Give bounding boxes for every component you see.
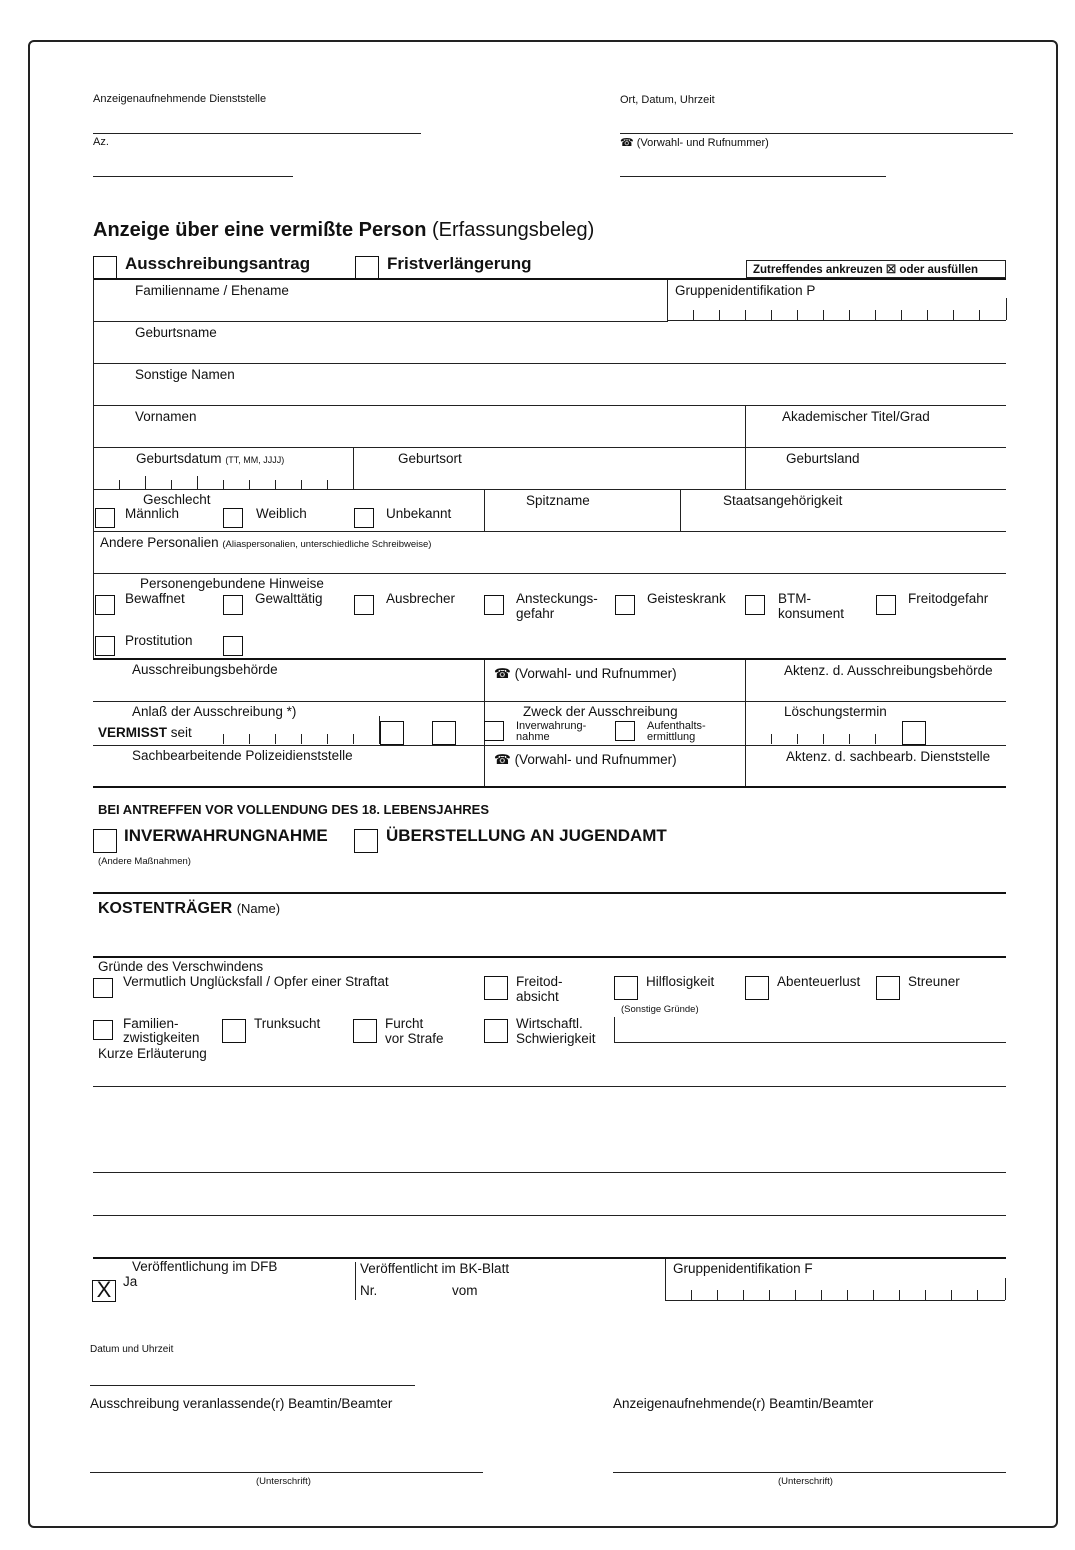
dienststelle-line [93, 133, 421, 134]
furcht-checkbox[interactable] [353, 1019, 377, 1043]
ja-checkbox-checked[interactable]: X [92, 1280, 116, 1302]
ja-label: Ja [123, 1274, 138, 1289]
jugendamt-label: ÜBERSTELLUNG AN JUGENDAMT [386, 826, 667, 845]
prostitution-label: Prostitution [125, 633, 193, 648]
unbekannt-checkbox[interactable] [354, 508, 374, 528]
bewaffnet-label: Bewaffnet [125, 591, 185, 606]
vermisst-row [98, 725, 192, 740]
left-border [93, 278, 94, 658]
andere-line [93, 573, 1006, 574]
geburtsdatum-format: (TT, MM, JJJJ) [225, 455, 285, 465]
geburtsdatum-line [93, 489, 1006, 490]
gruppen-f-baseline [665, 1300, 1005, 1301]
ort-line [620, 133, 1013, 134]
gruende-top-rule [93, 956, 1006, 958]
inverwahrung-label2: nahme [516, 731, 550, 743]
ausschreibung-label: Ausschreibungsantrag [125, 254, 311, 273]
trunksucht-label: Trunksucht [254, 1016, 321, 1031]
gruppen-p-baseline [667, 320, 1006, 321]
inverwahrung-checkbox[interactable] [484, 721, 504, 741]
geschlecht-line [93, 531, 1006, 532]
erlaeuterung-line-2 [93, 1172, 1006, 1173]
kosten-label: KOSTENTRÄGER [98, 900, 233, 917]
sonstige-line [93, 405, 1006, 406]
vermisst-label: VERMISST [98, 725, 168, 740]
beamter1-label: Ausschreibung veranlassende(r) Beamtin/Beamter [90, 1396, 393, 1411]
wirtschaft-label2: Schwierigkeit [516, 1031, 596, 1046]
ausbrecher-checkbox[interactable] [354, 595, 374, 615]
unterschrift1-label: (Unterschrift) [256, 1476, 311, 1487]
andere-note: (Aliaspersonalien, unterschiedliche Schreibweise) [222, 539, 432, 550]
frist-label: Fristverlängerung [387, 254, 532, 273]
gewalttaetig-checkbox[interactable] [223, 595, 243, 615]
weiblich-label: Weiblich [256, 506, 307, 521]
gruppen-p-end [1006, 298, 1007, 320]
andere-personalien-label [100, 535, 431, 550]
titel-label: Akademischer Titel/Grad [782, 409, 930, 424]
anlass-line [93, 745, 1006, 746]
datum-uhrzeit-label: Datum und Uhrzeit [90, 1344, 174, 1355]
kosten-note: (Name) [236, 901, 281, 916]
furcht-label2: vor Strafe [385, 1031, 444, 1046]
loeschung-box[interactable] [902, 721, 926, 745]
ausschreibungsbehoerde-label: Ausschreibungsbehörde [132, 662, 278, 677]
publication-divider-2 [665, 1259, 666, 1300]
furcht-label: Furcht [385, 1016, 424, 1031]
andere-massnahmen-label: (Andere Maßnahmen) [98, 856, 191, 867]
erlaeuterung-line-3 [93, 1215, 1006, 1216]
hint-box: Zutreffendes ankreuzen ☒ oder ausfüllen [746, 260, 1006, 278]
gruende-label: Gründe des Verschwindens [98, 959, 264, 974]
az-label: Az. [93, 136, 109, 148]
signature-line-1 [90, 1472, 483, 1473]
publication-divider-1 [355, 1262, 356, 1300]
kosten-label-row [98, 900, 280, 918]
dienststelle-label: Anzeigenaufnehmende Dienststelle [93, 93, 267, 105]
inverwahrungnahme-checkbox[interactable] [93, 829, 117, 853]
btm-checkbox[interactable] [745, 595, 765, 615]
sachbearb-phone-label: ☎ (Vorwahl- und Rufnummer) [494, 752, 677, 767]
erlaeuterung-line-1 [93, 1086, 1006, 1087]
unterschrift2-label: (Unterschrift) [778, 1476, 833, 1487]
sonstige-namen-label: Sonstige Namen [135, 367, 235, 382]
familienname-label: Familienname / Ehename [135, 283, 289, 298]
kurze-erlaeuterung-label: Kurze Erläuterung [98, 1046, 207, 1061]
geburtsort-label: Geburtsort [398, 451, 462, 466]
behoerde-phone-label: ☎ (Vorwahl- und Rufnummer) [494, 666, 677, 681]
phone-line [620, 176, 886, 177]
hilflos-label: Hilflosigkeit [646, 974, 715, 989]
aufenthalt-checkbox[interactable] [615, 721, 635, 741]
familie-label: Familien- [123, 1016, 179, 1031]
wirtschaft-checkbox[interactable] [484, 1019, 508, 1043]
geburtsname-label: Geburtsname [135, 325, 217, 340]
vornamen-label: Vornamen [135, 409, 197, 424]
weiblich-checkbox[interactable] [223, 508, 243, 528]
spitzname-divider [680, 489, 681, 531]
ausschreibung-checkbox[interactable] [93, 256, 117, 280]
ansteckung-label: Ansteckungs- [516, 591, 598, 606]
streuner-checkbox[interactable] [876, 976, 900, 1000]
kosten-top-rule [93, 892, 1006, 894]
prostitution-checkbox[interactable] [95, 636, 115, 656]
hinweis-empty-checkbox[interactable] [223, 636, 243, 656]
familienname-line [93, 321, 667, 322]
sachbearb-label: Sachbearbeitende Polizeidienststelle [132, 748, 353, 763]
title-sub: (Erfassungsbeleg) [432, 219, 595, 241]
dfb-label: Veröffentlichung im DFB [132, 1259, 278, 1274]
vom-label: vom [452, 1283, 478, 1298]
geschlecht-divider [484, 489, 485, 531]
antreffen-top-rule [93, 786, 1006, 788]
aufenthalt-label: Aufenthalts- [647, 720, 706, 732]
geschlecht-label: Geschlecht [143, 492, 211, 507]
form-title [93, 219, 594, 242]
nr-label: Nr. [360, 1283, 378, 1298]
beamter2-label: Anzeigenaufnehmende(r) Beamtin/Beamter [613, 1396, 874, 1411]
familie-checkbox[interactable] [93, 1020, 113, 1040]
behoerde-top-rule [93, 658, 1006, 660]
ausbrecher-label: Ausbrecher [386, 591, 456, 606]
anlass-box-1[interactable] [380, 721, 404, 745]
frist-checkbox[interactable] [355, 256, 379, 280]
ansteckung-label2: gefahr [516, 606, 555, 621]
aktenz2-label: Aktenz. d. sachbearb. Dienststelle [786, 749, 991, 764]
abenteuer-label: Abenteuerlust [777, 974, 861, 989]
datum-line [90, 1385, 415, 1386]
vornamen-line [93, 447, 1006, 448]
geisteskrank-label: Geisteskrank [647, 591, 726, 606]
btm-label2: konsument [778, 606, 845, 621]
ort-datum-label: Ort, Datum, Uhrzeit [620, 94, 715, 106]
zweck-label: Zweck der Ausschreibung [523, 704, 678, 719]
sonstige-divider [614, 1017, 615, 1043]
gruppen-p-divider [667, 280, 668, 322]
bewaffnet-checkbox[interactable] [95, 595, 115, 615]
streuner-label: Streuner [908, 974, 960, 989]
antreffen-heading: BEI ANTREFFEN VOR VOLLENDUNG DES 18. LEBENSJAHRES [98, 802, 490, 817]
ansteckung-checkbox[interactable] [484, 595, 504, 615]
behoerde-line [93, 701, 1006, 702]
hinweise-label: Personengebundene Hinweise [140, 576, 324, 591]
geburtsdatum-label [136, 451, 284, 466]
freitod-checkbox[interactable] [484, 976, 508, 1000]
sonstige-line [614, 1042, 1006, 1043]
geburtsdatum-divider [353, 447, 354, 490]
anlass-box-2[interactable] [432, 721, 456, 745]
spitzname-label: Spitzname [526, 493, 590, 508]
bk-label: Veröffentlicht im BK-Blatt [360, 1261, 510, 1276]
anlass-label: Anlaß der Ausschreibung *) [132, 704, 297, 719]
hilflos-checkbox[interactable] [614, 976, 638, 1000]
inverwahrungnahme-label: INVERWAHRUNGNAHME [124, 826, 328, 845]
loeschung-label: Löschungstermin [784, 704, 887, 719]
gruppen-f-end [1005, 1278, 1006, 1300]
freitodgefahr-checkbox[interactable] [876, 595, 896, 615]
freitod-label: Freitod- [516, 974, 563, 989]
wirtschaft-label: Wirtschaftl. [516, 1016, 583, 1031]
trunksucht-checkbox[interactable] [222, 1019, 246, 1043]
gruppen-p-label: Gruppenidentifikation P [675, 283, 816, 298]
familie-label2: zwistigkeiten [123, 1030, 200, 1045]
geburtsname-line [93, 363, 1006, 364]
title-main: Anzeige über eine vermißte Person [93, 219, 427, 241]
aufenthalt-label2: ermittlung [647, 731, 696, 743]
inverwahrung-label: Inverwahrung- [516, 720, 587, 732]
freitodgefahr-label: Freitodgefahr [908, 591, 989, 606]
gewalttaetig-label: Gewalttätig [255, 591, 323, 606]
gruppen-f-label: Gruppenidentifikation F [673, 1261, 813, 1276]
btm-label: BTM- [778, 591, 811, 606]
unbekannt-label: Unbekannt [386, 506, 452, 521]
unglueck-label: Vermutlich Unglücksfall / Opfer einer Straftat [123, 974, 389, 989]
signature-line-2 [613, 1472, 1006, 1473]
seit-label: seit [170, 725, 192, 740]
staat-label: Staatsangehörigkeit [723, 493, 843, 508]
az-line [93, 176, 293, 177]
geisteskrank-checkbox[interactable] [615, 595, 635, 615]
maennlich-label: Männlich [125, 506, 180, 521]
andere-text: Andere Personalien [100, 535, 219, 550]
jugendamt-checkbox[interactable] [354, 829, 378, 853]
geburtsland-label: Geburtsland [786, 451, 860, 466]
abenteuer-checkbox[interactable] [745, 976, 769, 1000]
sonstige-gruende-label: (Sonstige Gründe) [621, 1004, 699, 1015]
section-top-rule [93, 278, 1006, 280]
maennlich-checkbox[interactable] [95, 508, 115, 528]
phone-header-label: ☎ (Vorwahl- und Rufnummer) [620, 137, 769, 149]
aktenz-label: Aktenz. d. Ausschreibungsbehörde [784, 663, 993, 678]
geburtsdatum-text: Geburtsdatum [136, 451, 222, 466]
freitod-label2: absicht [516, 989, 559, 1004]
behoerde-divider-2 [745, 660, 746, 786]
unglueck-checkbox[interactable] [93, 978, 113, 998]
